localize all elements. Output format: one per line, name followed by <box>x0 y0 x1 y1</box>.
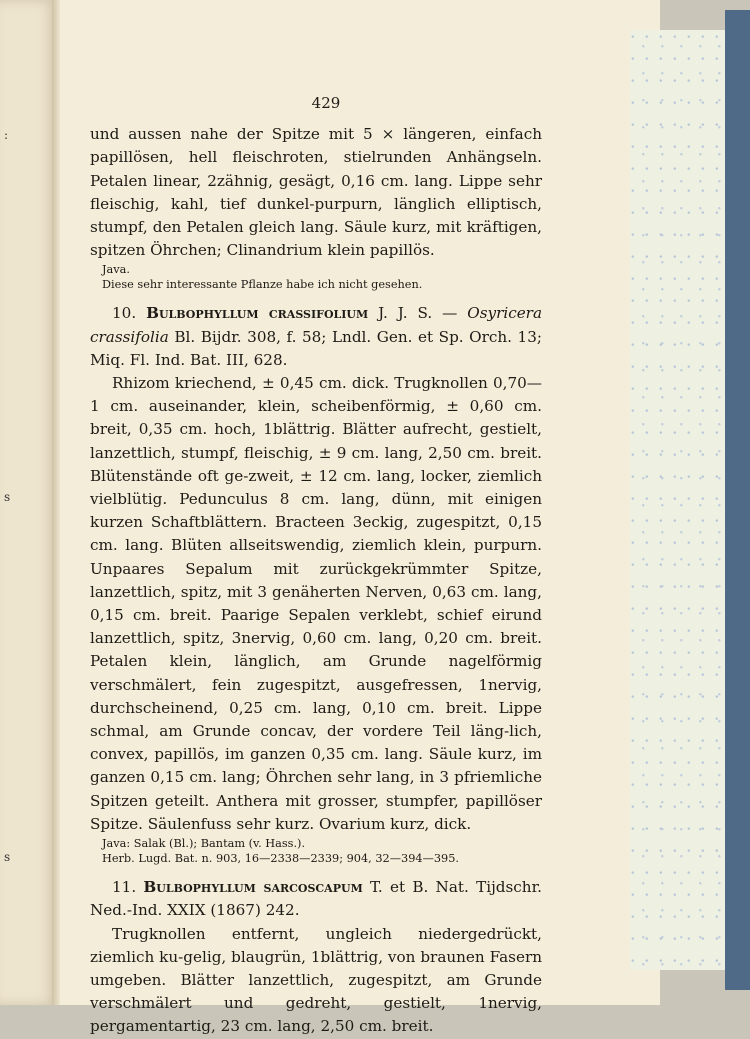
species-author: J. J. S. — <box>368 304 468 323</box>
page-number: 429 <box>311 94 341 112</box>
page-content <box>90 92 542 1039</box>
left-page-mark: s <box>4 490 11 504</box>
remark-note: Diese sehr interessante Pflanze habe ich nicht gesehen. <box>102 278 423 292</box>
species-name: Bulbophyllum crassifolium <box>146 304 369 323</box>
left-page-mark: : <box>4 128 9 142</box>
species-10-herbarium: Herb. Lugd. Bat. n. 903, 16—2338—2339; 904, 32—394—395. <box>102 852 460 866</box>
continued-paragraph: und aussen nahe der Spitze mit 5 × längeren, einfach papillösen, hell fleischroten, stielrunden Anhängseln. Petalen linear, 2zähnig, gesägt, 0,16 cm. lang. Lippe sehr fleischig, kahl, tief dunkel-purpurn, länglich elliptisch, stumpf, den Petalen gleich lang. Säule kurz, mit kräftigen, spitzen Öhrchen; Clinandrium klein papillös. <box>90 125 542 260</box>
species-11-description: Trugknollen entfernt, ungleich niedergedrückt, ziemlich ku-gelig, blaugrün, 1blättrig, von braunen Fasern umgeben. Blätter lanzettlich, zugespitzt, am Grunde verschmälert und gedreht, gestielt, 1nervig, pergamentartig, 23 cm. lang, 2,50 cm. breit. <box>90 924 542 1036</box>
locality-note: Java. <box>102 263 130 277</box>
page-stack-edge <box>630 30 725 970</box>
species-citation: T. et B. Nat. Tijdschr. Ned.-Ind. XXIX (1867) 242. <box>90 878 542 920</box>
species-number: 10. <box>112 304 137 323</box>
species-11-heading <box>90 876 542 922</box>
left-page-mark: s <box>4 850 11 864</box>
synonym: Osyricera crassifolia <box>90 304 543 346</box>
left-page-edge <box>0 0 58 1005</box>
references: Bl. Bijdr. 308, f. 58; Lndl. Gen. et Sp. Orch. 13; Miq. Fl. Ind. Bat. III, 628. <box>90 327 542 369</box>
species-number: 11. <box>112 878 137 897</box>
book-cover <box>725 10 750 990</box>
species-10-heading <box>90 302 542 372</box>
species-10-description: Rhizom kriechend, ± 0,45 cm. dick. Trugknollen 0,70—1 cm. auseinander, klein, scheibenförmig, ± 0,60 cm. breit, 0,35 cm. hoch, 1blättrig. Blätter aufrecht, gestielt, lanzettlich, stumpf, fleischig, ± 9 cm. lang, 2,50 cm. breit. Blütenstände oft ge-zweit, ± 12 cm. lang, locker, ziemlich vielblütig. Pedunculus 8 cm. lang, dünn, mit einigen kurzen Schaftblättern. Bracteen 3eckig, zugespitzt, 0,15 cm. lang. Blüten allseitswendig, ziemlich klein, purpurn. Unpaares Sepalum mit zurückgekrümmter Spitze, lanzettlich, spitz, mit 3 genäherten Nerven, 0,63 cm. lang, 0,15 cm. breit. Paarige Sepalen verklebt, schief eirund lanzettlich, spitz, 3nervig, 0,60 cm. lang, 0,20 cm. breit. Petalen klein, länglich, am Grunde nagelförmig verschmälert, fein zugespitzt, ausgefressen, 1nervig, durchscheinend, 0,25 cm. lang, 0,10 cm. breit. Lippe schmal, am Grunde concav, der vordere Teil läng-lich, convex, papillös, im ganzen 0,35 cm. lang. Säule kurz, im ganzen 0,15 cm. lang; Öhrchen sehr lang, in 3 pfriemliche Spitzen geteilt. Anthera mit grosser, stumpfer, papillöser Spitze. Säulenfuss sehr kurz. Ovarium kurz, dick. <box>90 374 542 833</box>
species-10-locality: Java: Salak (Bl.); Bantam (v. Hass.). <box>102 837 306 851</box>
species-name: Bulbophyllum sarcoscapum <box>143 878 363 897</box>
